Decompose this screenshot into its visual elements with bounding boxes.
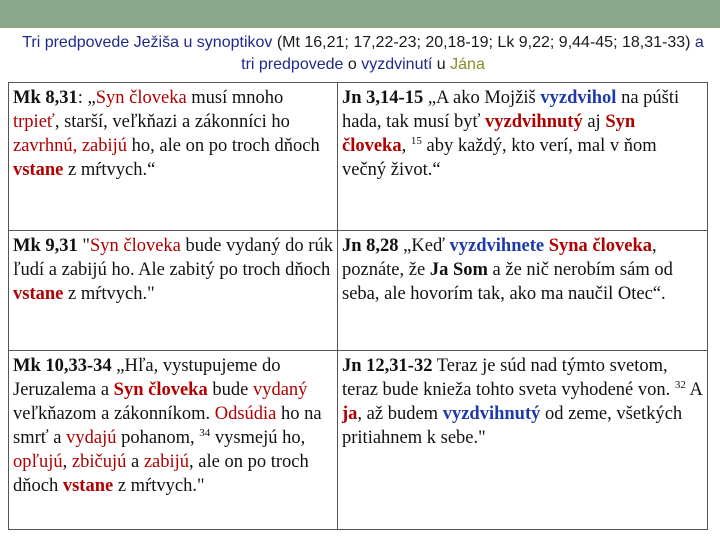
title-part-1: Tri predpovede Ježiša u synoptikov xyxy=(22,34,273,51)
title-part-5: vyzdvinutí xyxy=(361,56,433,73)
text-segment: na púšti hada, tak musí byť xyxy=(342,88,680,132)
text-segment: vstane xyxy=(13,160,64,180)
text-segment: aby každý, kto verí, mal v ňom večný život.“ xyxy=(342,136,657,180)
text-segment: vyzdvihol xyxy=(540,88,617,108)
text-segment: zabijú xyxy=(143,452,190,472)
text-segment: „A ako Mojžiš xyxy=(423,88,541,108)
text-segment: trpieť xyxy=(13,112,55,132)
title-part-3: a tri predpovede xyxy=(241,34,704,73)
text-segment: a že nič nerobím sám od seba, ale hovorím tak, ako ma naučil Otec“. xyxy=(342,260,673,304)
text-segment: Odsúdia xyxy=(214,404,277,424)
table-row xyxy=(9,231,708,351)
text-segment: „Hľa, vystupujeme do Jeruzalema a xyxy=(13,356,281,400)
text-segment: musí mnoho xyxy=(186,88,284,108)
text-segment: vysmejú ho, xyxy=(210,428,306,448)
slide-title xyxy=(18,32,708,76)
text-segment: vstane xyxy=(62,476,114,496)
text-segment: " xyxy=(77,236,90,256)
text-segment: ja xyxy=(342,404,358,424)
text-segment: : „ xyxy=(77,88,96,108)
text-segment: Ja Som xyxy=(429,260,488,280)
verse-number: 15 xyxy=(410,134,422,147)
text-segment: bude xyxy=(207,380,253,400)
text-segment: Syna človeka xyxy=(548,236,653,256)
text-segment: vyzdvihnutý xyxy=(485,112,583,132)
top-banner xyxy=(0,0,720,28)
text-segment: „Keď xyxy=(398,236,450,256)
mark-cell xyxy=(9,351,338,530)
text-segment: a xyxy=(126,452,144,472)
text-segment: ho, ale on po troch dňoch xyxy=(127,136,320,156)
text-segment: bude vydaný do rúk ľudí a zabijú ho. Ale zabitý po troch dňoch xyxy=(13,236,333,280)
text-segment: zbičujú xyxy=(71,452,127,472)
title-part-2: (Mt 16,21; 17,22-23; 20,18-19; Lk 9,22; 9,44-45; 18,31-33) xyxy=(272,34,695,51)
text-segment: A xyxy=(685,380,702,400)
text-segment: Syn človeka xyxy=(89,236,181,256)
text-segment: , až budem xyxy=(357,404,443,424)
text-segment: ho na smrť a xyxy=(13,404,322,448)
text-segment: Mk 9,31 xyxy=(13,236,78,256)
text-segment: , starší, veľkňazi a zákonníci ho xyxy=(54,112,290,132)
text-segment: z mŕtvych.“ xyxy=(63,160,156,180)
text-segment: Syn človeka xyxy=(342,112,636,156)
text-segment: Mk 10,33-34 xyxy=(13,356,112,376)
john-cell xyxy=(338,231,708,351)
text-segment: z mŕtvych." xyxy=(63,284,155,304)
text-segment: Jn 12,31-32 xyxy=(342,356,433,376)
text-segment: opľujú xyxy=(13,452,63,472)
verse-number: 32 xyxy=(674,378,686,391)
table-row xyxy=(9,351,708,530)
text-segment: pohanom, xyxy=(116,428,200,448)
mark-cell xyxy=(9,231,338,351)
text-segment: Mk 8,31 xyxy=(13,88,78,108)
john-cell xyxy=(338,351,708,530)
text-segment: vydaný xyxy=(252,380,308,400)
text-segment: aj xyxy=(582,112,606,132)
text-segment: od zeme, všetkých pritiahnem k sebe." xyxy=(342,404,683,448)
text-segment: zavrhnú, zabijú xyxy=(13,136,128,156)
text-segment: vyzdvihnete xyxy=(449,236,545,256)
text-segment: veľkňazom a zákonníkom. xyxy=(13,404,215,424)
table-row xyxy=(9,83,708,231)
text-segment: Teraz je súd nad týmto svetom, teraz bude knieža tohto sveta vyhodené von. xyxy=(342,356,675,400)
title-part-4: o xyxy=(343,56,362,73)
mark-cell xyxy=(9,83,338,231)
text-segment: Syn človeka xyxy=(95,88,187,108)
title-part-6: u xyxy=(432,56,451,73)
title-part-7: Jána xyxy=(450,56,485,73)
text-segment: Jn 8,28 xyxy=(342,236,399,256)
john-cell xyxy=(338,83,708,231)
text-segment: , ale on po troch dňoch xyxy=(13,452,309,496)
text-segment: vyzdvihnutý xyxy=(442,404,541,424)
text-segment: , xyxy=(62,452,72,472)
verse-number: 34 xyxy=(199,426,211,439)
text-segment: Jn 3,14-15 xyxy=(342,88,424,108)
text-segment: Syn človeka xyxy=(113,380,208,400)
comparison-table xyxy=(8,82,708,530)
text-segment: vydajú xyxy=(66,428,117,448)
text-segment: vstane xyxy=(13,284,64,304)
text-segment: z mŕtvych." xyxy=(113,476,205,496)
text-segment: , xyxy=(401,136,411,156)
text-segment: , poznáte, že xyxy=(342,236,657,280)
